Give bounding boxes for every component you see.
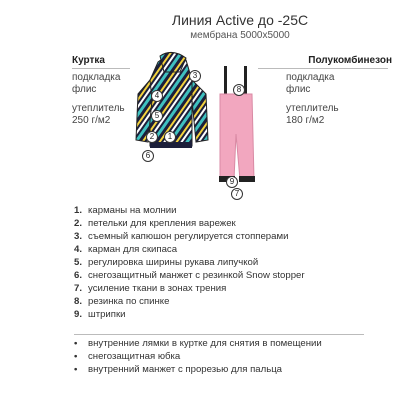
- list-item: 6. снегозащитный манжет с резинкой Snow stopper: [74, 270, 305, 281]
- marker-2: 2: [146, 131, 158, 143]
- list-item: 2. петельки для крепления варежек: [74, 218, 236, 229]
- list-item: 9. штрипки: [74, 309, 126, 320]
- marker-1: 1: [164, 131, 176, 143]
- list-item: 7. усиление ткани в зонах трения: [74, 283, 227, 294]
- list-item: 4. карман для скипаса: [74, 244, 178, 255]
- marker-9: 9: [226, 176, 238, 188]
- page-subtitle: мембрана 5000х5000: [190, 30, 290, 41]
- list-item: 1. карманы на молнии: [74, 205, 177, 216]
- jacket-lining-value: флис: [72, 84, 97, 95]
- marker-4: 4: [151, 90, 163, 102]
- list-item: • снегозащитная юбка: [74, 351, 181, 362]
- overalls-heading: Полукомбинезон: [308, 55, 392, 66]
- page-title: Линия Active до -25С: [171, 12, 309, 28]
- overalls-divider: [258, 68, 388, 69]
- list-item: 5. регулировка ширины рукава липучкой: [74, 257, 259, 268]
- marker-5: 5: [151, 110, 163, 122]
- extras-list: [74, 338, 394, 377]
- jacket-lining-label: подкладка: [72, 72, 121, 83]
- overalls-lining-value: флис: [286, 84, 311, 95]
- marker-7: 7: [231, 188, 243, 200]
- marker-8: 8: [233, 84, 245, 96]
- overalls-insulation-label: утеплитель: [286, 103, 339, 114]
- list-item: 3. съемный капюшон регулируется стопперами: [74, 231, 289, 242]
- list-item: 8. резинка по спинке: [74, 296, 170, 307]
- list-divider: [74, 334, 364, 335]
- list-item: • внутренние лямки в куртке для снятия в помещении: [74, 338, 322, 349]
- jacket-insulation-label: утеплитель: [72, 103, 125, 114]
- overalls-lining-label: подкладка: [286, 72, 335, 83]
- marker-3: 3: [189, 70, 201, 82]
- features-list: [74, 205, 394, 322]
- jacket-insulation-value: 250 г/м2: [72, 115, 111, 126]
- jacket-heading: Куртка: [72, 55, 105, 66]
- jacket-divider: [72, 68, 130, 69]
- list-item: • внутренний манжет с прорезью для пальца: [74, 364, 283, 375]
- marker-6: 6: [142, 150, 154, 162]
- overalls-insulation-value: 180 г/м2: [286, 115, 325, 126]
